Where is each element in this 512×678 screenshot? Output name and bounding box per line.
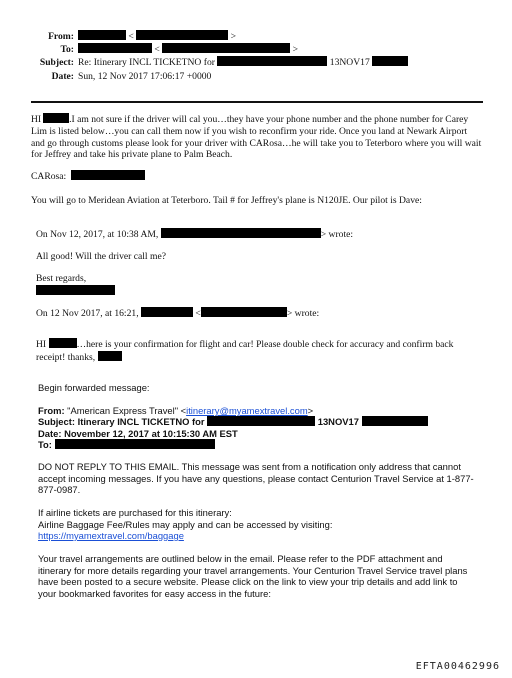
meridean-line: You will go to Meridean Aviation at Teterboro. Tail # for Jeffrey's plane is N120JE. Our pilot is Dave: — [31, 195, 422, 206]
header-from-row — [16, 30, 436, 43]
quote2-greeting: HI — [36, 339, 47, 350]
from-label: From: — [48, 31, 74, 42]
forward-to-label: To: — [38, 438, 52, 450]
airline-line1: If airline tickets are purchased for this itinerary: — [38, 507, 232, 518]
redaction — [136, 30, 228, 40]
forward-subject-code: 13NOV17 — [317, 416, 359, 428]
redaction — [362, 416, 428, 426]
forward-arrangements: Your travel arrangements are outlined below in the email. Please refer to the PDF attachment and itinerary for more details regarding your travel arrangements. Your Centurion Travel Service travel plans have been posted to a secure website. Please click on the link to view your trip details and add link to your bookmarked favorites for easy access in the future: — [38, 553, 468, 599]
quote1-signature — [36, 285, 481, 298]
forward-notice: DO NOT REPLY TO THIS EMAIL. This message was sent from a notification only address that cannot accept incoming messages. If you have any questions, please contact Centurion Travel Service at 1-877-877-0987. — [38, 461, 474, 495]
redaction — [207, 416, 315, 426]
document-id: EFTA00462996 — [415, 661, 500, 672]
redaction — [78, 30, 126, 40]
quote1-intro-start: On Nov 12, 2017, at 10:38 AM, — [36, 229, 159, 240]
forward-from-row — [38, 405, 478, 416]
subject-label: Subject: — [39, 57, 74, 69]
quote1-intro — [36, 228, 481, 241]
carosa-label: CARosa: — [31, 171, 67, 182]
redaction — [372, 56, 408, 66]
quote1-body: All good! Will the driver call me? — [36, 251, 166, 262]
redaction — [161, 228, 321, 238]
forward-airline — [38, 507, 478, 542]
quote1-intro-end: > wrote: — [320, 229, 354, 240]
redaction — [201, 307, 287, 317]
baggage-link[interactable]: https://myamextravel.com/baggage — [38, 530, 184, 541]
forward-from-name: "American Express Travel" < — [67, 405, 187, 416]
quote2-intro-lt: < — [195, 308, 201, 319]
email-header — [16, 30, 436, 83]
forward-date-label: Date: — [38, 427, 62, 439]
redaction — [36, 285, 115, 295]
forward-to-row — [38, 439, 478, 450]
forward-from-label: From: — [38, 405, 65, 416]
redaction — [78, 43, 152, 53]
forward-label: Begin forwarded message: — [38, 382, 150, 393]
carosa-line — [31, 170, 483, 183]
quote2-intro — [36, 307, 481, 320]
to-label: To: — [60, 44, 74, 56]
reply-greeting: HI — [31, 114, 42, 125]
reply-body: .I am not sure if the driver will cal you…they have your phone number and the phone number for Carey Lim is listed below…you can call them now if you wish to reconfirm your ride. Once you land at Newark Airport and go through customs please look for your driver with CARosa…he will take you to Teterboro where you will wait for Jeffrey and take his private plane to Palm Beach. — [31, 114, 482, 161]
redaction — [162, 43, 290, 53]
forward-date-value: November 12, 2017 at 10:15:30 AM EST — [64, 427, 238, 439]
redaction — [71, 170, 145, 180]
redaction — [98, 351, 122, 361]
header-subject-row — [16, 56, 436, 69]
airline-line2: Airline Baggage Fee/Rules may apply and can be accessed by visiting: — [38, 518, 333, 530]
quote2-body — [36, 338, 482, 364]
header-divider — [31, 101, 483, 103]
header-to-row — [16, 43, 436, 56]
quote2-intro-start: On 12 Nov 2017, at 16:21, — [36, 308, 139, 319]
subject-text: Re: Itinerary INCL TICKETNO for — [78, 57, 215, 69]
forward-subject-label: Subject: — [38, 416, 75, 428]
subject-code: 13NOV17 — [329, 57, 370, 69]
forward-header — [38, 405, 478, 450]
forward-subject-row — [38, 416, 478, 427]
forward-from-close: > — [307, 405, 314, 416]
forward-from-email-link[interactable]: itinerary@myamextravel.com — [186, 405, 308, 416]
subject-value — [78, 56, 408, 69]
to-value: < > — [78, 43, 298, 56]
quote2-intro-end: > wrote: — [286, 308, 320, 319]
redaction — [141, 307, 193, 317]
from-value: < > — [78, 30, 236, 43]
redaction — [49, 338, 77, 348]
reply-paragraph — [31, 113, 483, 161]
forward-subject-text: Itinerary INCL TICKETNO for — [77, 416, 205, 428]
quote1-regards: Best regards, — [36, 273, 87, 284]
redaction — [217, 56, 327, 66]
redaction — [43, 113, 69, 123]
header-date-row — [16, 70, 436, 83]
forward-date-row — [38, 428, 478, 439]
redaction — [55, 439, 215, 449]
date-value: Sun, 12 Nov 2017 17:06:17 +0000 — [78, 70, 212, 82]
quote2-text: …here is your confirmation for flight and car! Please double check for accuracy and confirm back receipt! thanks, — [36, 339, 454, 363]
date-label: Date: — [51, 70, 74, 82]
